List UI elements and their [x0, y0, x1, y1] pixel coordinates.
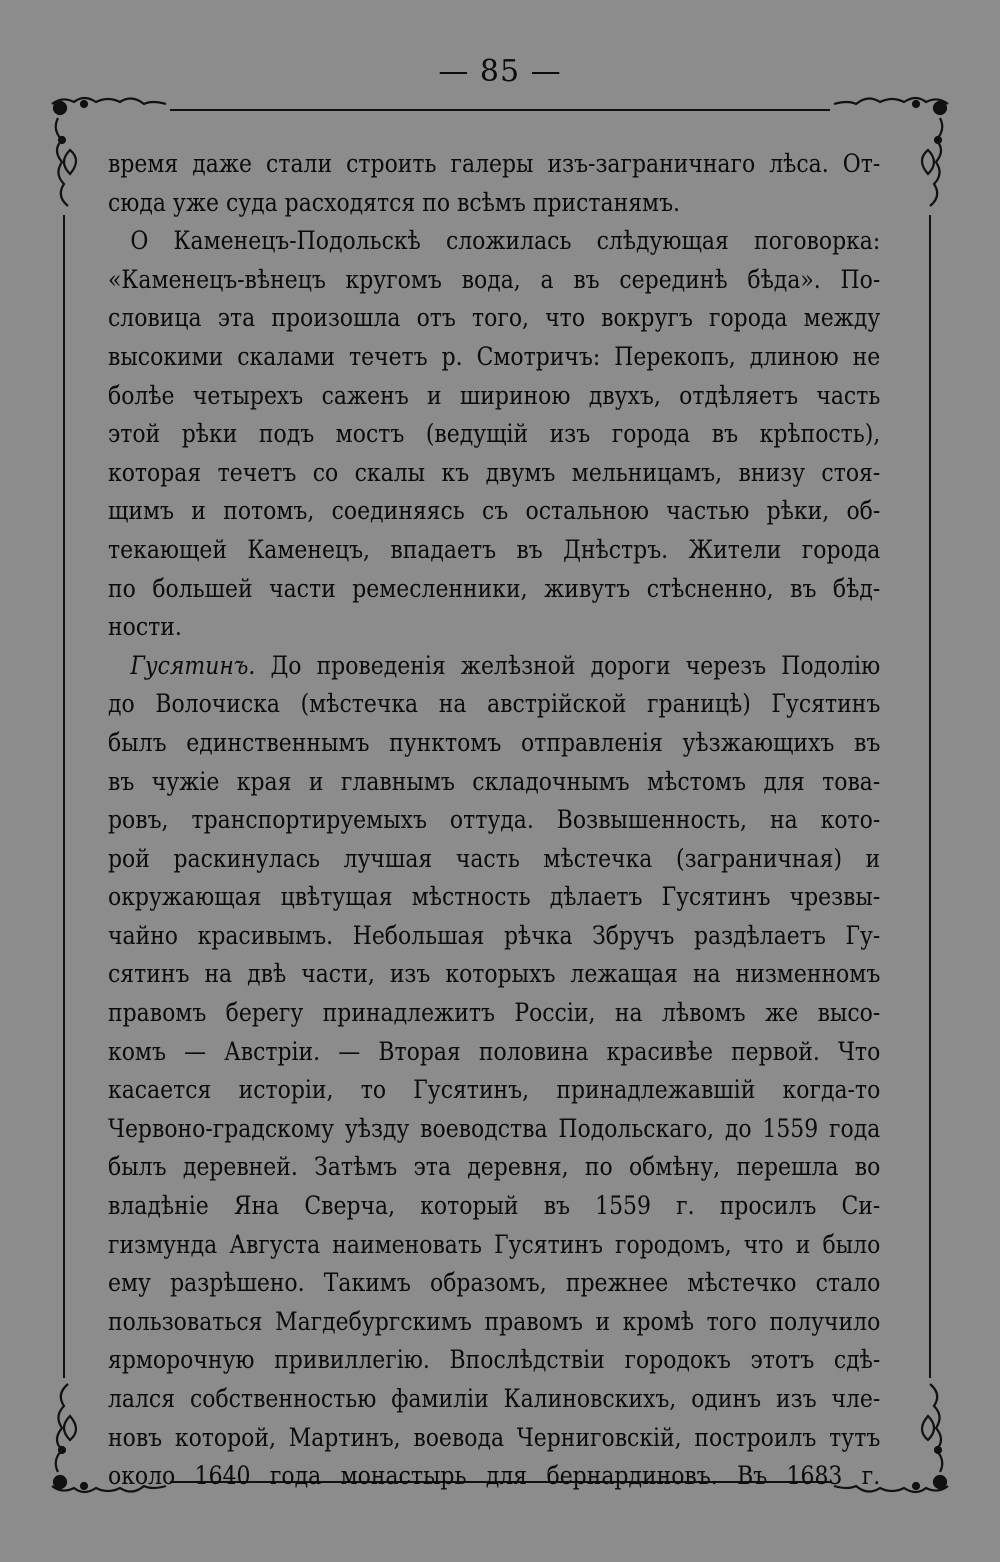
text-line: лался собственностью фамиліи Калиновскихъ, одинъ изъ чле- [108, 1384, 881, 1414]
text-line: сюда уже суда расходятся по всѣмъ пристанямъ. [108, 187, 681, 218]
text-line: Червоно-градскому уѣзду воеводства Подольскаго, до 1559 года [108, 1113, 881, 1144]
text-line: окружающая цвѣтущая мѣстность дѣлаетъ Гусятинъ чрезвы- [108, 882, 881, 913]
text-line: которая течетъ со скалы къ двумъ мельницамъ, внизу стоя- [108, 457, 881, 488]
text-line: былъ деревней. Затѣмъ эта деревня, по обмѣну, перешла во [108, 1152, 881, 1183]
text-line: ности. [108, 612, 182, 643]
text-line: О Каменецъ-Подольскѣ сложилась слѣдующая поговорка: [130, 226, 881, 257]
page-number: — 85 — [438, 54, 562, 89]
text-line: правомъ берегу принадлежитъ Россіи, на лѣвомъ же высо- [108, 998, 881, 1029]
text-line: ему разрѣшено. Такимъ образомъ, прежнее мѣстечко стало [108, 1268, 881, 1299]
text-line: до Волочиска (мѣстечка на австрійской границѣ) Гусятинъ [108, 689, 881, 720]
text-line: словица эта произошла отъ того, что вокругъ города между [108, 303, 881, 334]
text-line: гизмунда Августа наименовать Гусятинъ городомъ, что и было [108, 1229, 881, 1260]
text-line: щимъ и потомъ, соединяясь съ остальною частью рѣки, об- [108, 496, 881, 527]
text-line: по большей части ремесленники, живутъ стѣсненно, въ бѣд- [108, 573, 881, 604]
text-line: былъ единственнымъ пунктомъ отправленія уѣзжающихъ въ [108, 727, 881, 758]
text-line: высокими скалами течетъ р. Смотричъ: Перекопъ, длиною не [108, 341, 881, 372]
text-line: владѣніе Яна Сверча, который въ 1559 г. просилъ Си- [108, 1191, 881, 1222]
text-line: комъ — Австріи. — Вторая половина красивѣе первой. Что [108, 1036, 881, 1067]
text-line: новъ которой, Мартинъ, воевода Черниговскій, построилъ тутъ [108, 1422, 881, 1453]
body-text [108, 145, 880, 1496]
text-line: пользоваться Магдебургскимъ правомъ и кромѣ того получило [108, 1306, 881, 1337]
text-line: болѣе четырехъ саженъ и шириною двухъ, отдѣляетъ часть [108, 380, 881, 411]
text-line: ярморочную привиллегію. Впослѣдствіи городокъ этотъ сдѣ- [108, 1345, 881, 1376]
text-line: чайно красивымъ. Небольшая рѣчка Збручъ раздѣлаетъ Гу- [108, 920, 881, 951]
place-name-heading: Гусятинъ. [130, 650, 256, 681]
text-line: ровъ, транспортируемыхъ оттуда. Возвышенность, на кото- [108, 805, 881, 836]
text-line-rest: До проведенія желѣзной дороги черезъ Подолію [270, 650, 881, 681]
text-line: сятинъ на двѣ части, изъ которыхъ лежащая на низменномъ [108, 959, 881, 990]
text-line: текающей Каменецъ, впадаетъ въ Днѣстръ. Жители города [108, 534, 881, 565]
text-line: время даже стали строить галеры изъ-заграничнаго лѣса. От- [108, 149, 881, 179]
text-line [108, 647, 880, 686]
text-line: «Каменецъ-вѣнецъ кругомъ вода, а въ серединѣ бѣда». По- [108, 264, 881, 295]
text-line: около 1640 года монастырь для бернардиновъ. Въ 1683 г. [108, 1461, 881, 1492]
text-line: этой рѣки подъ мостъ (ведущій изъ города въ крѣпость), [108, 419, 881, 450]
text-line: касается исторіи, то Гусятинъ, принадлежавшій когда-то [108, 1075, 881, 1106]
text-line: рой раскинулась лучшая часть мѣстечка (заграничная) и [108, 843, 881, 874]
text-line: въ чужіе края и главнымъ складочнымъ мѣстомъ для това- [108, 766, 881, 797]
